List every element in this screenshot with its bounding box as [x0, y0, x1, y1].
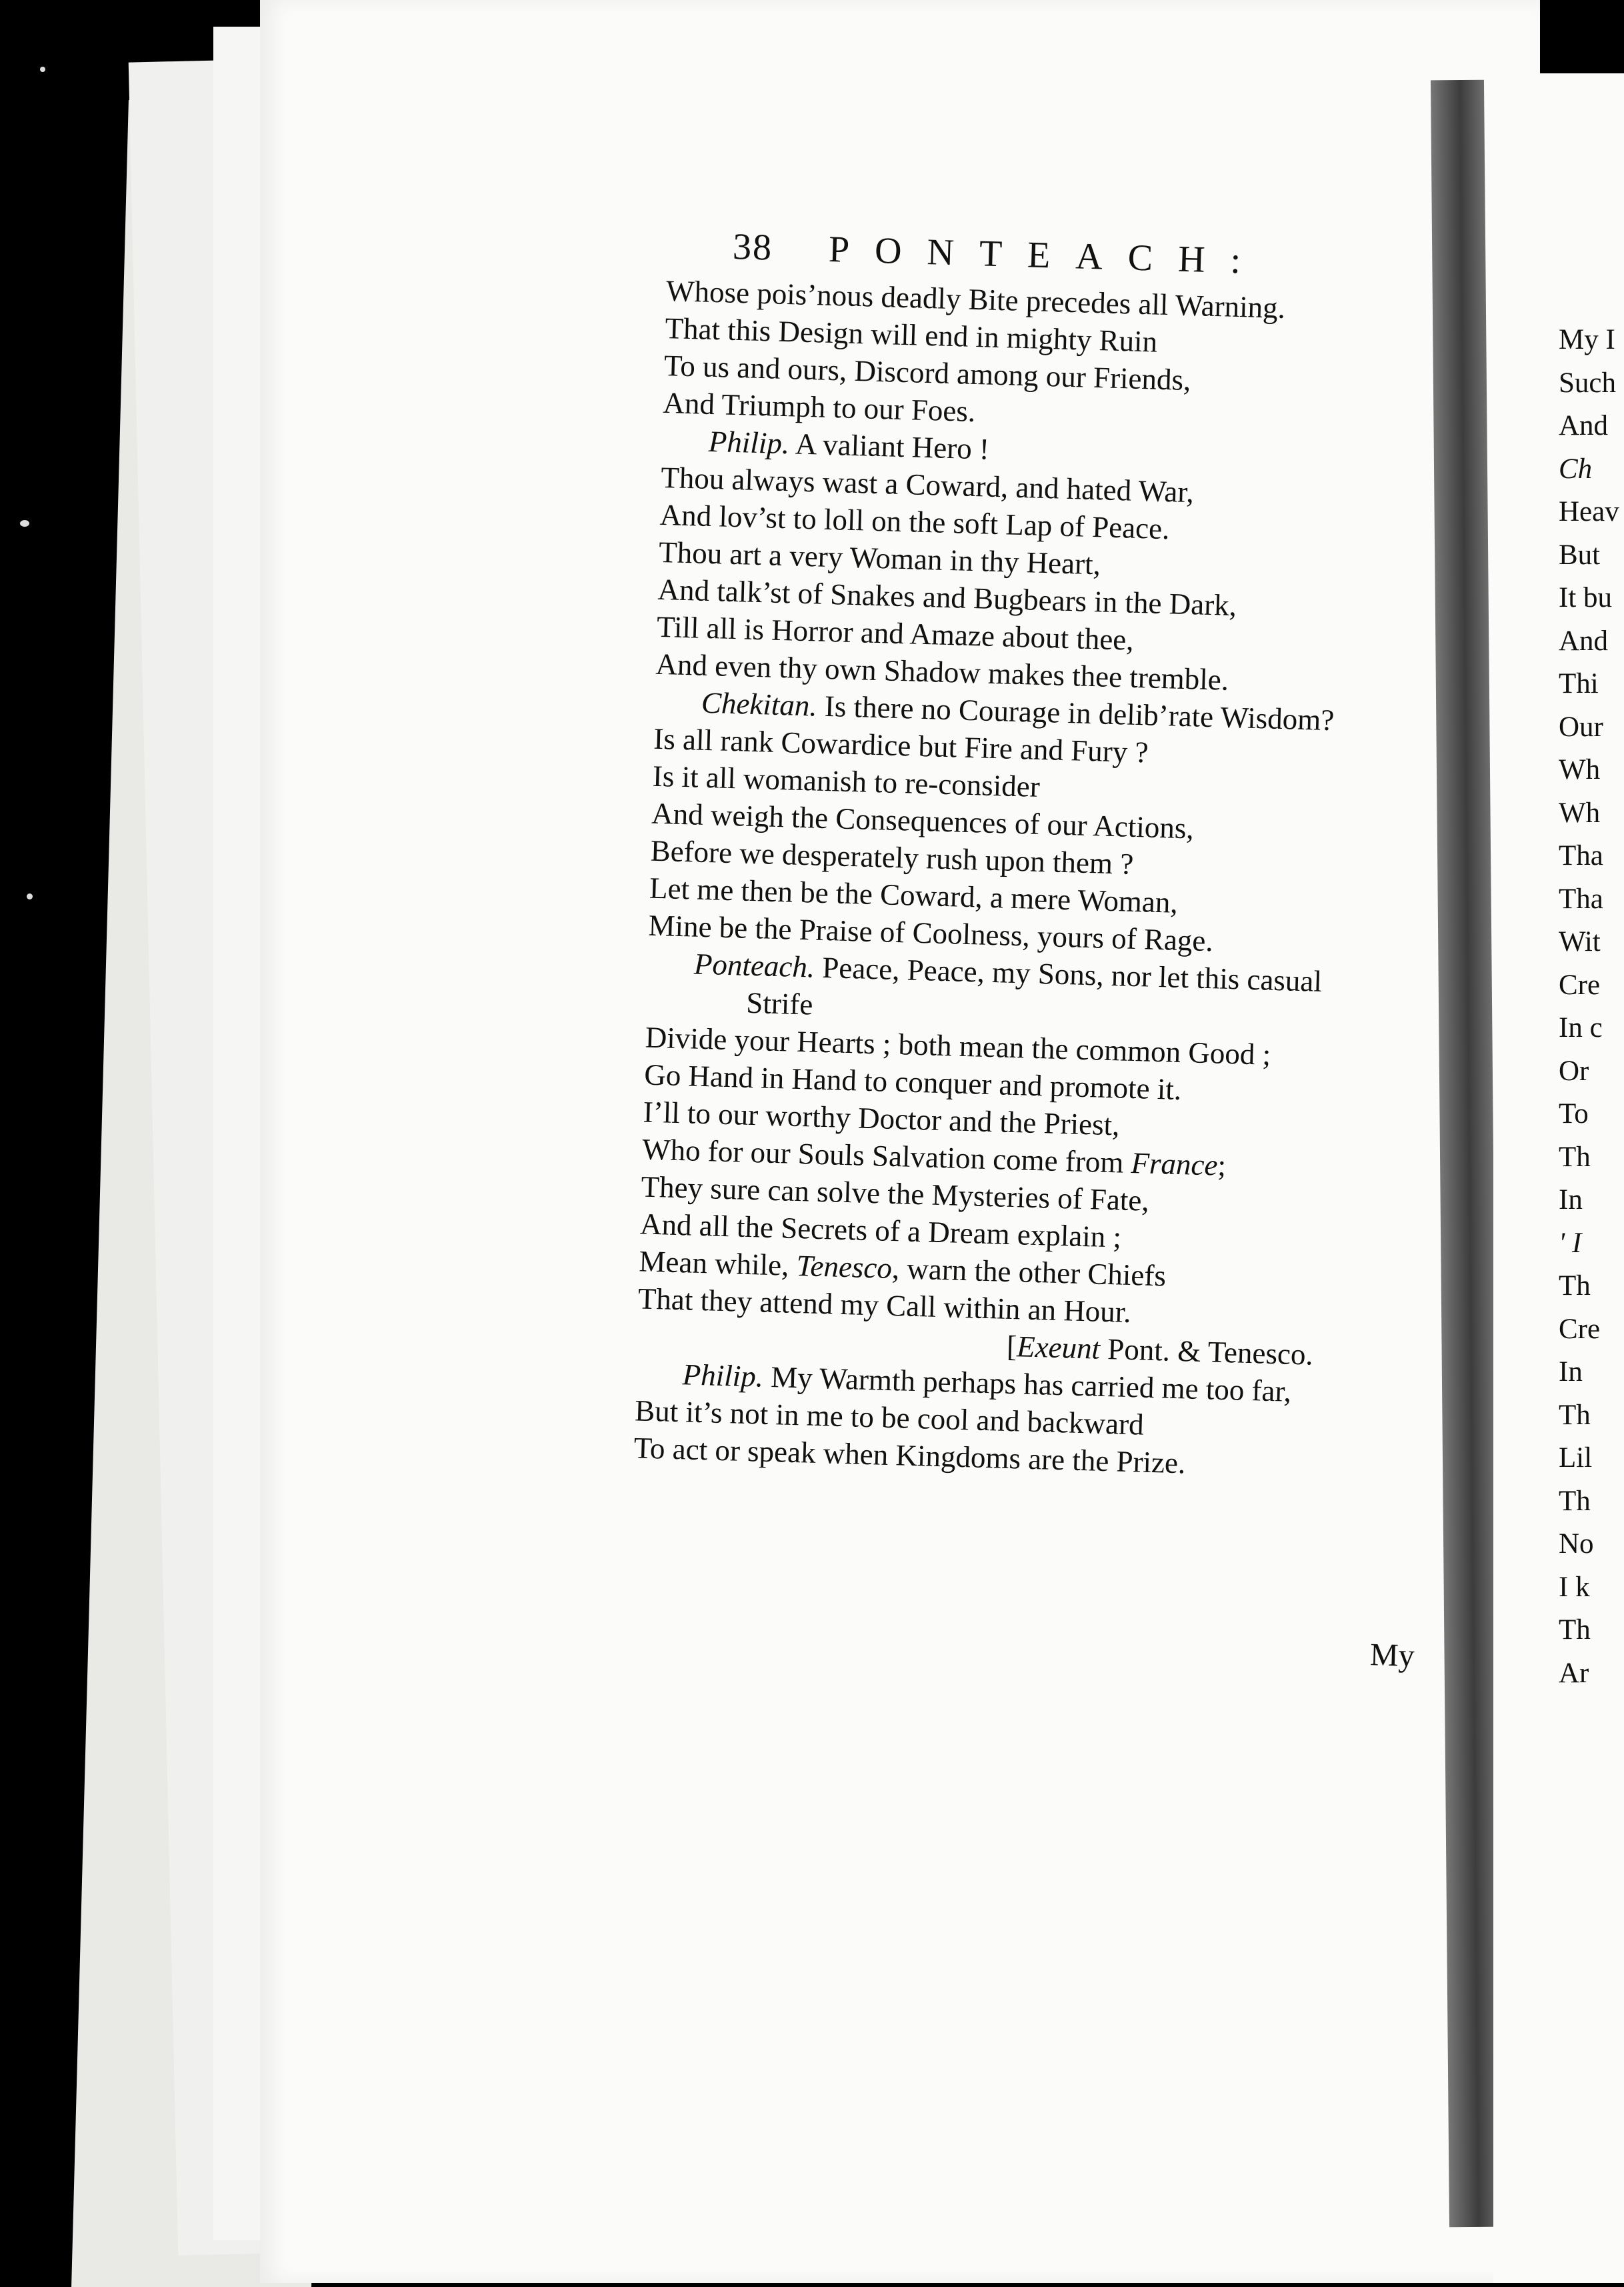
speech-text: Is there no Courage in delib’rate Wisdom?	[816, 689, 1335, 737]
running-title: PONTEACH:	[828, 229, 1267, 283]
facing-line: Wh	[1559, 797, 1601, 829]
dust-speck	[27, 893, 33, 899]
text-segment: Mean while,	[638, 1244, 797, 1283]
facing-line: To	[1559, 1098, 1589, 1129]
facing-line: In	[1559, 1356, 1583, 1388]
italic-segment: Tenesco	[795, 1249, 893, 1286]
italic-segment: France	[1130, 1146, 1219, 1182]
facing-line: And	[1559, 410, 1609, 441]
text-line: And Triumph to our Foes.	[662, 385, 976, 429]
speaker-name: Chekitan.	[701, 685, 818, 723]
facing-line: No	[1559, 1528, 1594, 1560]
text-line: They sure can solve the Mysteries of Fate,	[640, 1170, 1150, 1218]
facing-line: Wit	[1559, 926, 1601, 957]
text-line: And talk’st of Snakes and Bugbears in the Dark,	[657, 572, 1237, 623]
text-line: Thou always wast a Coward, and hated War,	[660, 460, 1195, 509]
text-line: To act or speak when Kingdoms are the Prize.	[633, 1431, 1186, 1480]
speech-text: My Warmth perhaps has carried me too far,	[763, 1360, 1292, 1408]
text-line: I’ll to our worthy Doctor and the Priest,	[643, 1095, 1121, 1142]
facing-line: Tha	[1559, 840, 1603, 871]
text-line: Is it all womanish to re-consider	[652, 759, 1041, 803]
facing-line: Our	[1559, 711, 1603, 743]
text-line: Whose pois’nous deadly Bite precedes all Warning.	[665, 273, 1286, 325]
facing-line: Th	[1559, 1485, 1591, 1517]
facing-line: Cre	[1559, 1313, 1601, 1345]
facing-line: Th	[1559, 1399, 1591, 1431]
facing-line: Thi	[1559, 668, 1599, 699]
facing-line: In	[1559, 1184, 1583, 1216]
play-text	[633, 272, 1507, 1490]
text-line: Let me then be the Coward, a mere Woman,	[649, 871, 1179, 919]
page-number: 38	[732, 225, 773, 269]
facing-line: Lil	[1559, 1442, 1593, 1474]
text-segment: ;	[1217, 1148, 1227, 1182]
speaker-name: Philip.	[708, 424, 790, 461]
text-line: And lov’st to loll on the soft Lap of Peace.	[659, 497, 1171, 546]
text-line: But it’s not in me to be cool and backward	[634, 1394, 1145, 1442]
speech-text: A valiant Hero !	[789, 427, 990, 466]
dust-speck	[20, 520, 29, 527]
facing-line: In c	[1559, 1012, 1603, 1043]
text-segment: Who for our Souls Salvation come from	[641, 1132, 1132, 1180]
italic-segment: Exeunt	[1016, 1330, 1101, 1366]
text-line: Before we desperately rush upon them ?	[650, 833, 1134, 881]
facing-line: Such	[1559, 367, 1616, 399]
facing-line: Ch	[1559, 453, 1593, 485]
text-line: To us and ours, Discord among our Friends,	[663, 348, 1191, 397]
text-line: Till all is Horror and Amaze about thee,	[656, 609, 1135, 657]
text-line: Thou art a very Woman in thy Heart,	[658, 535, 1101, 581]
text-segment: , warn the other Chiefs	[891, 1252, 1167, 1293]
speech-text: Peace, Peace, my Sons, nor let this casual	[814, 950, 1323, 998]
speaker-name: Philip.	[682, 1358, 764, 1394]
text-line: And even thy own Shadow makes thee tremble.	[655, 647, 1229, 697]
facing-line: I k	[1559, 1571, 1590, 1603]
facing-line: ' I	[1559, 1227, 1582, 1259]
text-line: That this Design will end in mighty Ruin	[664, 311, 1158, 359]
text-segment: Pont. & Tenesco.	[1099, 1332, 1314, 1372]
facing-line: Cre	[1559, 969, 1601, 1001]
facing-line: Th	[1559, 1141, 1591, 1173]
catchword: My	[1369, 1637, 1415, 1674]
text-line: That they attend my Call within an Hour.	[637, 1282, 1132, 1330]
facing-line: Th	[1559, 1614, 1591, 1646]
text-line: Mine be the Praise of Coolness, yours of Rage.	[647, 908, 1214, 958]
text-line: Strife	[745, 985, 814, 1021]
speaker-name: Ponteach.	[693, 947, 815, 984]
text-segment: [	[1006, 1329, 1017, 1364]
facing-line: Ar	[1559, 1657, 1589, 1689]
facing-line: My I	[1559, 324, 1615, 355]
facing-line: Or	[1559, 1055, 1589, 1087]
facing-line: Wh	[1559, 754, 1601, 785]
text-line: Is all rank Cowardice but Fire and Fury ?	[653, 721, 1149, 769]
facing-line: But	[1559, 539, 1601, 571]
facing-line: It bu	[1559, 582, 1613, 613]
text-line: And all the Secrets of a Dream explain ;	[639, 1207, 1122, 1254]
dust-speck	[40, 67, 45, 72]
facing-line: And	[1559, 625, 1609, 657]
text-line: Go Hand in Hand to conquer and promote it.	[643, 1057, 1182, 1107]
text-line: Divide your Hearts ; both mean the common Good ;	[645, 1020, 1271, 1071]
facing-line: Tha	[1559, 883, 1603, 915]
facing-line: Th	[1559, 1270, 1591, 1302]
facing-page-text	[1559, 319, 1624, 1695]
facing-line: Heav	[1559, 496, 1619, 527]
text-line: And weigh the Consequences of our Actions,	[651, 796, 1195, 845]
